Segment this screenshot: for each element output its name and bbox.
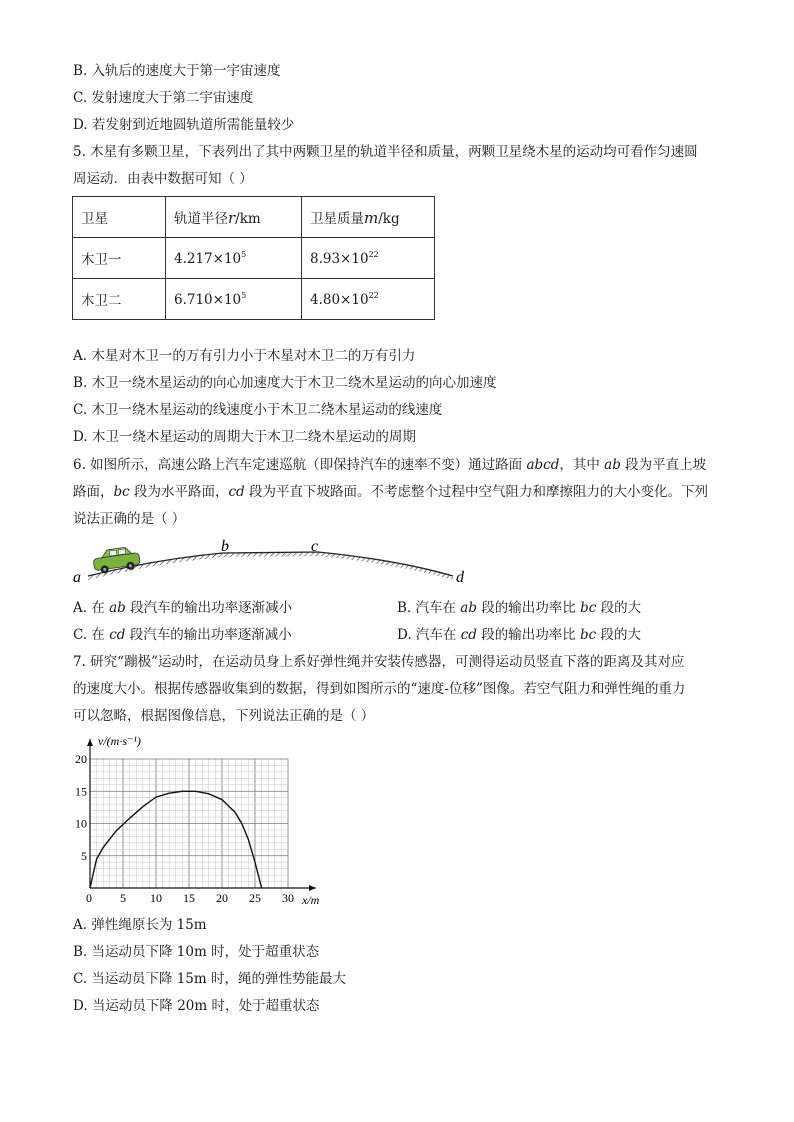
q7-stem-line1: 7. 研究“蹦极”运动时，在运动员身上系好弹性绳并安装传感器，可测得运动员竖直下落的距离及其对应	[73, 654, 685, 670]
cell-name: 木卫一	[73, 238, 166, 279]
q5-option-c: C. 木卫一绕木星运动的线速度小于木卫二绕木星运动的线速度	[73, 402, 443, 418]
header-mass: 卫星质量m/kg	[302, 197, 435, 238]
y-tick-label: 5	[81, 848, 87, 863]
point-d-label: d	[456, 569, 464, 586]
x-tick-label: 15	[183, 891, 195, 905]
q6-option-b: B. 汽车在 ab 段的输出功率比 bc 段的大	[397, 600, 642, 616]
q6-option-d: D. 汽车在 cd 段的输出功率比 bc 段的大	[397, 627, 642, 643]
q6-stem-line1: 6. 如图所示，高速公路上汽车定速巡航（即保持汽车的速率不变）通过路面 abcd，其中 ab 段为平直上坡	[73, 457, 707, 473]
q6-stem-line3: 说法正确的是（ ）	[73, 511, 186, 527]
q5-option-a: A. 木星对木卫一的万有引力小于木星对木卫二的万有引力	[73, 348, 416, 364]
q4-option-b: B. 入轨后的速度大于第一宇宙速度	[73, 63, 281, 79]
q6-option-a: A. 在 ab 段汽车的输出功率逐渐减小	[73, 600, 293, 616]
table-header-row	[73, 197, 435, 238]
x-tick-label: 10	[150, 891, 162, 905]
q4-option-c: C. 发射速度大于第二宇宙速度	[73, 90, 254, 106]
road-diagram	[68, 532, 480, 592]
q7-stem-line3: 可以忽略，根据图像信息，下列说法正确的是（ ）	[73, 708, 375, 724]
x-axis-arrow	[309, 885, 316, 891]
y-tick-label: 10	[75, 816, 87, 831]
y-tick-label: 15	[75, 784, 87, 799]
q5-stem-line2: 周运动．由表中数据可知（ ）	[73, 171, 253, 187]
x-tick-label: 5	[120, 891, 126, 905]
cell-mass: $8.93\times 10^{22}$	[302, 238, 435, 279]
header-radius: 轨道半径r/km	[166, 197, 302, 238]
chart-grid	[90, 759, 288, 888]
point-a-label: a	[73, 569, 81, 586]
cell-name: 木卫二	[73, 279, 166, 320]
q6-option-c: C. 在 cd 段汽车的输出功率逐渐减小	[73, 627, 292, 643]
x-tick-label: 25	[249, 891, 261, 905]
cell-radius: $6.710\times 10^5$	[166, 279, 302, 320]
q5-option-b: B. 木卫一绕木星运动的向心加速度大于木卫二绕木星运动的向心加速度	[73, 375, 497, 391]
q6-stem-line2: 路面，bc 段为水平路面，cd 段为平直下坡路面。不考虑整个过程中空气阻力和摩擦阻力的大小变化。下列	[73, 484, 708, 500]
origin-label: 0	[86, 891, 92, 905]
point-c-label: c	[311, 538, 319, 555]
q5-option-d: D. 木卫一绕木星运动的周期大于木卫二绕木星运动的周期	[73, 429, 416, 445]
q7-option-d: D. 当运动员下降 20m 时，处于超重状态	[73, 998, 320, 1014]
y-tick-label: 20	[75, 752, 87, 766]
header-satellite: 卫星	[73, 197, 166, 238]
cell-mass: $4.80\times 10^{22}$	[302, 279, 435, 320]
q7-option-c: C. 当运动员下降 15m 时，绳的弹性势能最大	[73, 971, 346, 987]
y-axis-label: v/(m·s⁻¹)	[98, 734, 141, 748]
x-tick-label: 20	[216, 891, 228, 905]
table-row	[73, 279, 435, 320]
q5-stem-line1: 5. 木星有多颗卫星，下表列出了其中两颗卫星的轨道半径和质量，两颗卫星绕木星的运动均可看作匀速圆	[73, 144, 698, 160]
x-tick-label: 30	[282, 891, 294, 905]
q4-option-d: D. 若发射到近地圆轨道所需能量较少	[73, 117, 295, 133]
q7-option-b: B. 当运动员下降 10m 时，处于超重状态	[73, 944, 320, 960]
velocity-displacement-chart	[60, 728, 340, 908]
q7-option-a: A. 弹性绳原长为 15m	[73, 917, 207, 933]
q7-stem-line2: 的速度大小。根据传感器收集到的数据，得到如图所示的“速度-位移”图像。若空气阻力和弹性绳的重力	[73, 681, 686, 697]
x-axis-label: x/m	[302, 893, 320, 907]
chart-ticks	[75, 752, 294, 905]
satellite-table	[72, 196, 435, 320]
y-axis-arrow	[87, 739, 93, 746]
point-b-label: b	[221, 538, 229, 555]
cell-radius: $4.217\times 10^5$	[166, 238, 302, 279]
table-row	[73, 238, 435, 279]
